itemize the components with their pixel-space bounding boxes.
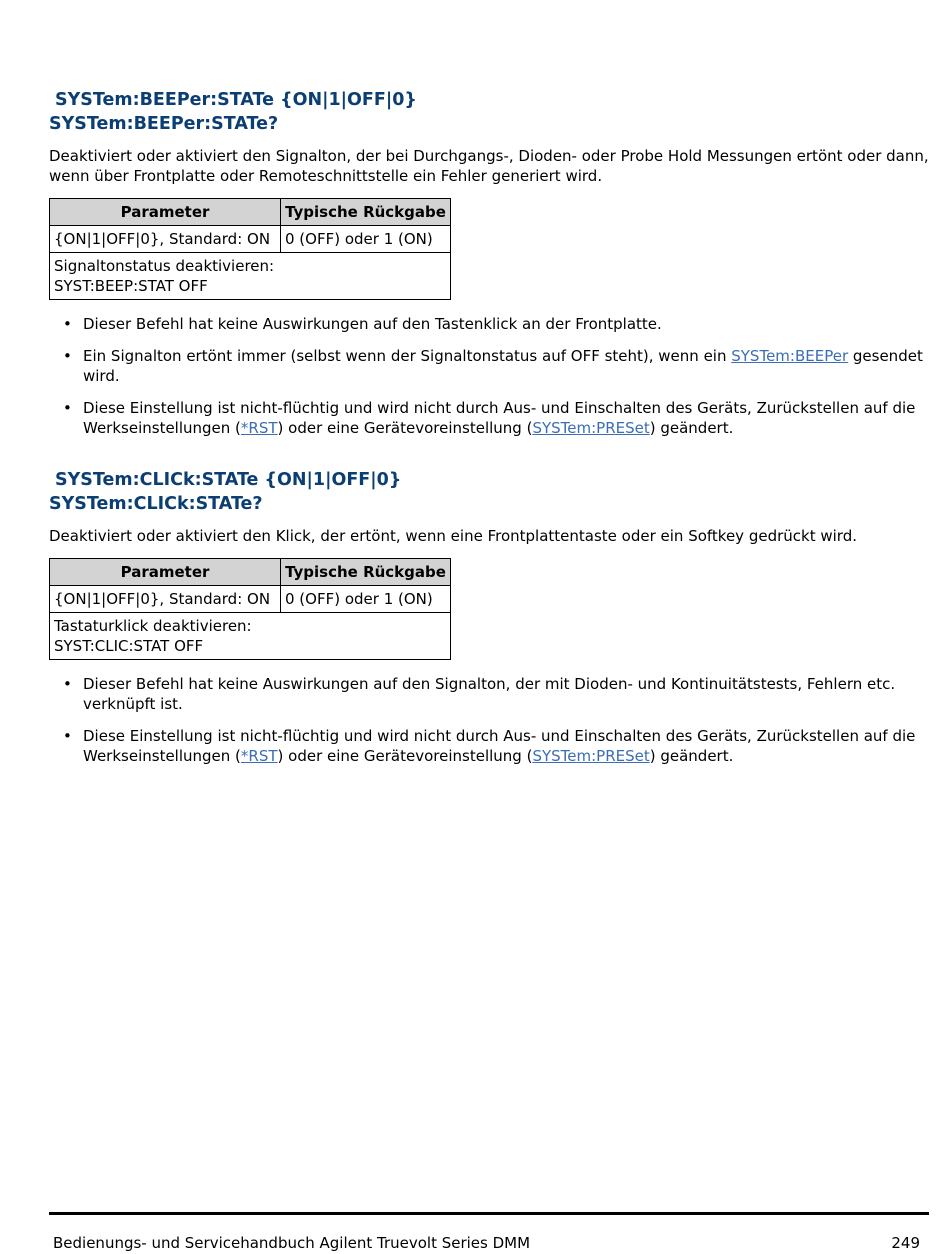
table-header-row [50,199,451,226]
return-value: 0 (OFF) oder 1 (ON) [281,586,451,613]
remark-text: ) oder eine Gerätevoreinstellung ( [277,419,533,437]
bullet-icon: • [63,399,72,417]
query-title: SYSTem:BEEPer:STATe? [49,114,279,134]
link-system-preset[interactable]: SYSTem:PRESet [532,419,650,437]
footer-manual-title: Bedienungs- und Servicehandbuch Agilent Truevolt Series DMM [53,1234,531,1252]
parameter-value: {ON|1|OFF|0}, Standard: ON [50,586,281,613]
parameter-value: {ON|1|OFF|0}, Standard: ON [50,226,281,253]
example-label: Signaltonstatus deaktivieren: [54,257,275,275]
example-command: SYST:CLIC:STAT OFF [54,637,204,655]
link-system-beeper[interactable]: SYSTem:BEEPer [731,347,849,365]
remarks-list [49,314,929,438]
table-header-return: Typische Rückgabe [281,199,451,226]
link-rst[interactable]: *RST [240,419,278,437]
return-value: 0 (OFF) oder 1 (ON) [281,226,451,253]
footer-divider [49,1212,929,1215]
list-item [49,398,929,438]
remark-text: Dieser Befehl hat keine Auswirkungen auf den Tastenklick an der Frontplatte. [83,315,662,333]
link-rst[interactable]: *RST [240,747,278,765]
remarks-list [49,674,929,766]
list-item [49,314,929,334]
bullet-icon: • [63,347,72,365]
example-cell [50,253,451,300]
table-row-example [50,613,451,660]
command-description: Deaktiviert oder aktiviert den Klick, der ertönt, wenn eine Frontplattentaste oder ein Softkey gedrückt wird. [49,527,857,545]
table-header-parameter: Parameter [50,559,281,586]
command-title: SYSTem:BEEPer:STATe {ON|1|OFF|0} [55,90,417,110]
command-title: SYSTem:CLICk:STATe {ON|1|OFF|0} [55,470,402,490]
command-description: Deaktiviert oder aktiviert den Signalton, der bei Durchgangs-, Dioden- oder Probe Hold Messungen ertönt oder dann, wenn über Frontplatte oder Remoteschnittstelle ein Fehler generiert wird. [49,147,929,185]
table-row [50,226,451,253]
table-row-example [50,253,451,300]
remark-text: ) oder eine Gerätevoreinstellung ( [277,747,533,765]
list-item [49,346,929,386]
table-header-row [50,559,451,586]
table-row [50,586,451,613]
parameter-table [49,558,451,660]
section-click-state [49,468,929,766]
list-item [49,674,929,714]
remark-text: Diese Einstellung ist nicht-flüchtig und wird nicht durch Aus- und Einschalten des Geräts, Zurückstellen auf die Werkseinstellungen ( [83,727,916,765]
example-cell [50,613,451,660]
remark-text: Diese Einstellung ist nicht-flüchtig und wird nicht durch Aus- und Einschalten des Geräts, Zurückstellen auf die Werkseinstellungen ( [83,399,916,437]
remark-text: Ein Signalton ertönt immer (selbst wenn der Signaltonstatus auf OFF steht), wenn ein [83,347,732,365]
example-command: SYST:BEEP:STAT OFF [54,277,208,295]
remark-text: ) geändert. [649,747,734,765]
example-label: Tastaturklick deaktivieren: [54,617,252,635]
bullet-icon: • [63,675,72,693]
query-title: SYSTem:CLICk:STATe? [49,494,263,514]
remark-text: Dieser Befehl hat keine Auswirkungen auf den Signalton, der mit Dioden- und Kontinuitätstests, Fehlern etc. verknüpft ist. [83,675,896,713]
page-content [49,88,929,778]
bullet-icon: • [63,315,72,333]
list-item [49,726,929,766]
remark-text: gesendet wird. [83,347,923,385]
remark-text: ) geändert. [649,419,734,437]
table-header-return: Typische Rückgabe [281,559,451,586]
footer-page-number: 249 [891,1234,920,1252]
table-header-parameter: Parameter [50,199,281,226]
parameter-table [49,198,451,300]
section-beeper-state [49,88,929,438]
bullet-icon: • [63,727,72,745]
link-system-preset[interactable]: SYSTem:PRESet [532,747,650,765]
